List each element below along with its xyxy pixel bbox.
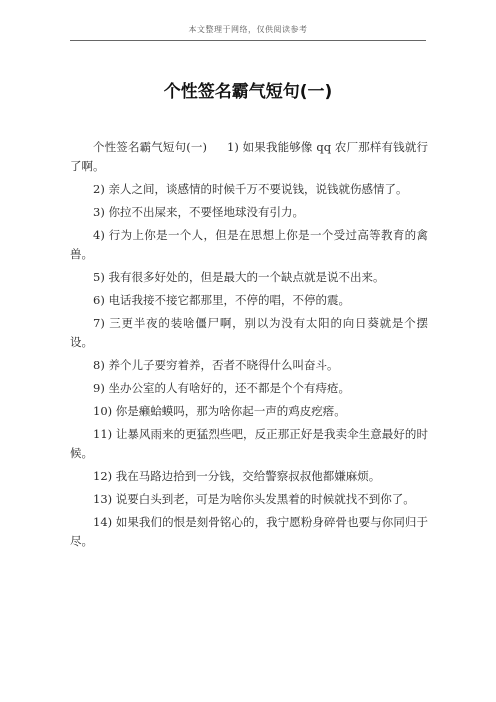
paragraph-12: 12) 我在马路边拾到一分钱，交给警察叔叔他都嫌麻烦。 — [93, 469, 381, 483]
paragraph-9: 9) 坐办公室的人有啥好的，还不都是个个有痔疮。 — [93, 381, 350, 395]
paragraph-5: 5) 我有很多好处的，但是最大的一个缺点就是说不出来。 — [93, 270, 385, 284]
paragraph-2: 2) 亲人之间，谈感情的时候千万不要说钱，说钱就伤感情了。 — [93, 182, 408, 196]
paragraph-4: 4) 行为上你是一个人，但是在思想上你是一个受过高等教育的禽兽。 — [70, 228, 428, 261]
paragraph-6: 6) 电话我接不接它都那里，不停的唱，不停的震。 — [93, 293, 350, 307]
paragraph-8: 8) 养个儿子要穷着养，否者不晓得什么叫奋斗。 — [93, 358, 339, 372]
paragraph-7: 7) 三更半夜的装啥僵尸啊，别以为没有太阳的向日葵就是个摆设。 — [70, 316, 428, 349]
paragraph-text: 1) 如果我能够像 qq 农厂那样有钱就行了啊。 — [70, 140, 428, 173]
header-note: 本文整理于网络，仅供阅读参考 — [188, 25, 308, 34]
paragraph-14: 14) 如果我们的恨是刻骨铭心的，我宁愿粉身碎骨也要与你同归于尽。 — [70, 515, 428, 548]
header-divider — [70, 40, 426, 41]
paragraph-11: 11) 让暴风雨来的更猛烈些吧，反正那正好是我卖伞生意最好的时候。 — [70, 427, 428, 460]
paragraph-3: 3) 你拉不出屎来，不要怪地球没有引力。 — [93, 205, 304, 219]
page-title: 个性签名霸气短句(一) — [163, 82, 333, 102]
paragraph-13: 13) 说要白头到老，可是为啥你头发黑着的时候就找不到你了。 — [93, 492, 415, 506]
paragraph-10: 10) 你是癞蛤蟆吗，那为啥你起一声的鸡皮疙瘩。 — [93, 404, 346, 418]
intro-text: 个性签名霸气短句(一) — [93, 140, 208, 154]
paragraph-1 — [70, 138, 428, 176]
document-body — [70, 138, 428, 555]
